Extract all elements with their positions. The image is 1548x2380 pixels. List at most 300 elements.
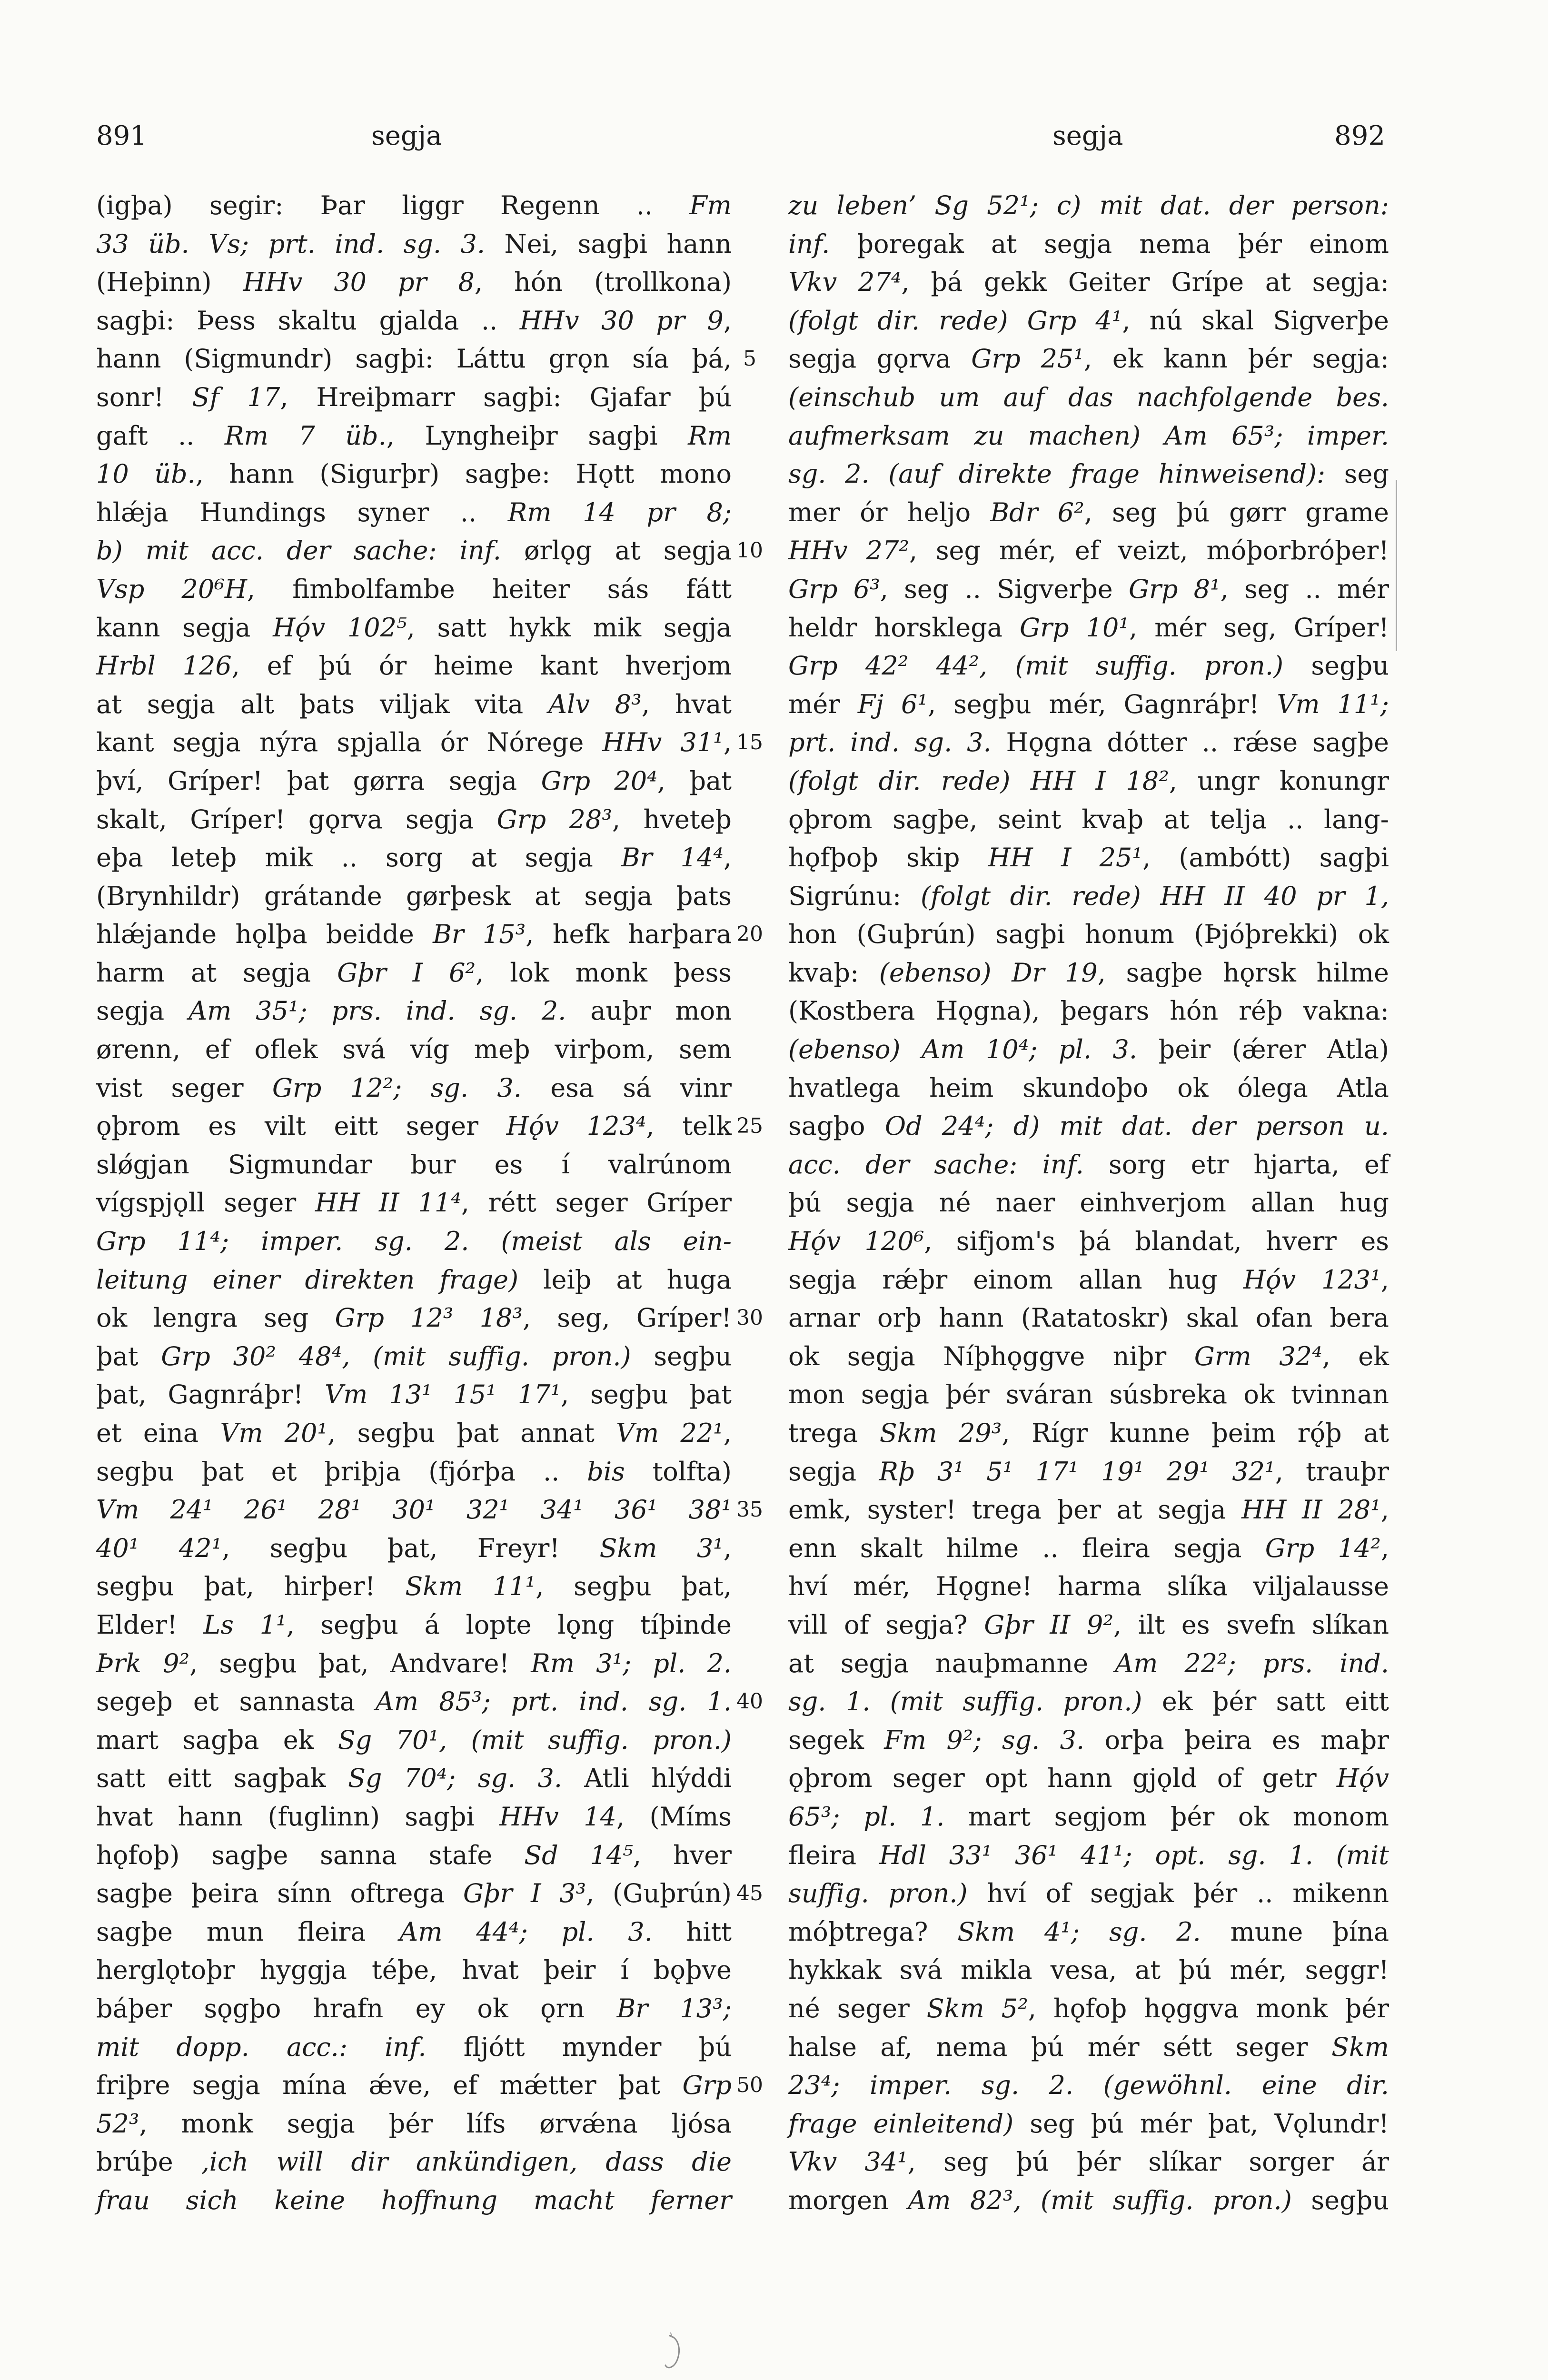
left-column-line xyxy=(96,1874,732,1913)
left-column-line xyxy=(96,1069,732,1108)
left-column-line xyxy=(96,1453,732,1491)
line-number: 35 xyxy=(736,1497,763,1522)
italic-text-run: Grp 42² 44², (mit suffig. pron.) xyxy=(788,651,1284,681)
text-run: , xyxy=(1380,1264,1389,1295)
text-run: segek xyxy=(788,1725,884,1755)
left-column-line xyxy=(96,187,732,225)
text-run: , ungr konungr xyxy=(1169,765,1389,796)
left-column-line xyxy=(96,1222,732,1261)
text-run: , hefk harþara xyxy=(526,919,732,950)
italic-text-run: Am 82³, (mit suffig. pron.) xyxy=(908,2185,1292,2215)
italic-text-run: 40¹ 42¹ xyxy=(96,1533,222,1563)
text-run: , xyxy=(1380,1495,1389,1525)
text-run: mart segjom þér ok monom xyxy=(944,1801,1389,1832)
left-column-line xyxy=(96,1951,732,1990)
text-run: harm at segja xyxy=(96,957,337,988)
text-run: , segþu þat, xyxy=(536,1571,732,1602)
line-number: 5 xyxy=(743,347,756,371)
text-run: þat xyxy=(96,1341,161,1371)
text-run: , lok monk þess xyxy=(476,957,732,988)
right-column-line xyxy=(788,1376,1389,1414)
text-run: vígspjǫll seger xyxy=(96,1188,315,1218)
text-run: Sigrúnu: xyxy=(788,881,921,911)
text-run: , seg þú gørr grame xyxy=(1084,497,1389,527)
text-run: , hǫfoþ hǫggva monk þér xyxy=(1028,1993,1389,2023)
text-run: báþer sǫgþo hrafn ey ok ǫrn xyxy=(96,1993,617,2023)
italic-text-run: Vsp 20⁶H xyxy=(96,574,247,604)
text-run: , xyxy=(723,727,732,758)
italic-text-run: Sd 14⁵ xyxy=(524,1840,633,1870)
right-column-line xyxy=(788,762,1389,801)
text-run: kvaþ: xyxy=(788,957,879,988)
left-column-line xyxy=(96,1567,732,1606)
italic-text-run: (folgt dir. rede) Grp 4¹ xyxy=(788,305,1122,336)
left-column-line xyxy=(96,1683,732,1721)
left-column-line xyxy=(96,877,732,916)
text-run: kann segja xyxy=(96,612,273,643)
right-column-line xyxy=(788,2105,1389,2143)
italic-text-run: Skm 5² xyxy=(926,1993,1028,2023)
italic-text-run: ‚ich will dir ankündigen, dass die xyxy=(201,2147,732,2177)
left-column-line xyxy=(96,801,732,839)
text-run: , segþu á lopte lǫng tíþinde xyxy=(286,1609,732,1640)
text-run: segja xyxy=(788,1456,879,1487)
right-column-line xyxy=(788,915,1389,954)
right-column-line xyxy=(788,1338,1389,1376)
text-run: hǫfþoþ skip xyxy=(788,843,988,873)
right-column-line xyxy=(788,724,1389,762)
page-number-left: 891 xyxy=(96,120,147,151)
margin-rule xyxy=(1396,480,1397,651)
left-column-line xyxy=(96,685,732,724)
text-run: , segþu þat xyxy=(561,1379,732,1410)
left-column-line xyxy=(96,1107,732,1146)
italic-text-run: (folgt dir. rede) HH I 18² xyxy=(788,765,1169,796)
right-column-line xyxy=(788,2066,1389,2105)
text-run: satt eitt sagþak xyxy=(96,1763,348,1794)
right-column-line xyxy=(788,1836,1389,1875)
text-run: heldr horsklega xyxy=(788,612,1020,643)
italic-text-run: HH II 11⁴ xyxy=(315,1188,461,1218)
right-column-line xyxy=(788,801,1389,839)
left-column-line xyxy=(96,1645,732,1683)
right-column-line xyxy=(788,2182,1389,2220)
italic-text-run: 52³ xyxy=(96,2108,139,2139)
text-run: ørenn, ef oflek svá víg meþ virþom, sem xyxy=(96,1034,732,1065)
right-column-line xyxy=(788,992,1389,1031)
text-run: , (Míms xyxy=(616,1801,732,1832)
italic-text-run: Vkv 34¹ xyxy=(788,2147,908,2177)
text-run: , segþu þat annat xyxy=(327,1418,616,1448)
right-column-line xyxy=(788,1645,1389,1683)
right-column-line xyxy=(788,570,1389,609)
text-run: , þá gekk Geiter Grípe at segja: xyxy=(901,267,1389,298)
text-run: hvatlega heim skundoþo ok ólega Atla xyxy=(788,1072,1389,1103)
left-column-line xyxy=(96,915,732,954)
text-run: (Brynhildr) grátande gørþesk at segja þats xyxy=(96,881,732,911)
text-run: at segja alt þats viljak vita xyxy=(96,689,549,719)
text-run: , hvat xyxy=(641,689,732,719)
text-run: , xyxy=(723,1533,732,1563)
italic-text-run: Am 44⁴; pl. 3. xyxy=(399,1916,653,1947)
italic-text-run: 23⁴; imper. sg. 2. (gewöhnl. eine dir. xyxy=(788,2070,1389,2101)
left-column-line xyxy=(96,225,732,264)
left-column-line xyxy=(96,954,732,992)
right-column-line xyxy=(788,1951,1389,1990)
italic-text-run: Skm 11¹ xyxy=(405,1571,536,1602)
right-column-line xyxy=(788,187,1389,225)
italic-text-run: frau sich keine hoffnung macht ferner xyxy=(96,2185,732,2215)
left-column-line xyxy=(96,1338,732,1376)
italic-text-run: Grp 28³ xyxy=(496,804,612,834)
left-column-line xyxy=(96,839,732,877)
italic-text-run: zu leben’ Sg 52¹; c) mit dat. der person: xyxy=(788,190,1389,220)
italic-text-run: Grp 10¹ xyxy=(1020,612,1129,643)
italic-text-run: 33 üb. Vs; prt. ind. sg. 3. xyxy=(96,228,486,259)
text-run: hví mér, Hǫgne! harma slíka viljalausse xyxy=(788,1571,1389,1602)
italic-text-run: Gþr I 3³ xyxy=(463,1878,586,1909)
italic-text-run: Grp 30² 48⁴, (mit suffig. pron.) xyxy=(161,1341,631,1371)
italic-text-run: inf. xyxy=(788,228,830,259)
text-run: kant segja nýra spjalla ór Nórege xyxy=(96,727,603,758)
right-column-line xyxy=(788,302,1389,340)
left-column-line xyxy=(96,1836,732,1875)
text-run: , segþu þat, Freyr! xyxy=(222,1533,600,1563)
left-column-line xyxy=(96,1261,732,1299)
text-run: orþa þeira es maþr xyxy=(1084,1725,1389,1755)
left-column-line xyxy=(96,455,732,494)
text-run: Atli hlýddi xyxy=(562,1763,732,1794)
italic-text-run: Hrbl 126 xyxy=(96,651,232,681)
text-run: at segja nauþmanne xyxy=(788,1648,1115,1678)
text-run: , þat xyxy=(657,765,732,796)
left-column-line xyxy=(96,724,732,762)
right-column-line xyxy=(788,1222,1389,1261)
right-column-line xyxy=(788,609,1389,647)
italic-text-run: HH I 25¹ xyxy=(988,843,1143,873)
text-run: , ek kann þér segja: xyxy=(1083,344,1389,374)
italic-text-run: Grp 6³ xyxy=(788,574,880,604)
text-run: , satt hykk mik segja xyxy=(407,612,732,643)
text-run: seg xyxy=(1325,459,1389,489)
right-column-line xyxy=(788,378,1389,417)
text-run: , (Guþrún) xyxy=(586,1878,732,1909)
italic-text-run: Grp 12²; sg. 3. xyxy=(272,1072,522,1103)
right-column-line xyxy=(788,1184,1389,1222)
left-column-line xyxy=(96,2028,732,2067)
text-run: mart sagþa ek xyxy=(96,1725,338,1755)
right-column-line xyxy=(788,2143,1389,2182)
text-run: (Kostbera Hǫgna), þegars hón réþ vakna: xyxy=(788,996,1389,1026)
text-run: , telk xyxy=(646,1111,732,1141)
right-column-line xyxy=(788,1107,1389,1146)
text-run: segja rǽþr einom allan hug xyxy=(788,1264,1243,1295)
italic-text-run: Rm 3¹; pl. 2. xyxy=(531,1648,732,1678)
left-column-line xyxy=(96,532,732,570)
italic-text-run: Bdr 6² xyxy=(990,497,1084,527)
text-run: gaft .. xyxy=(96,420,225,451)
left-column-line xyxy=(96,2182,732,2220)
italic-text-run: Skm 29³ xyxy=(879,1418,1002,1448)
text-run: þoregak at segja nema þér einom xyxy=(830,228,1389,259)
text-run: , seg mér, ef veizt, móþorbróþer! xyxy=(909,536,1389,566)
text-run: ǫþrom sagþe, seint kvaþ at telja .. lang- xyxy=(788,804,1389,834)
italic-text-run: acc. der sache: inf. xyxy=(788,1149,1084,1180)
left-column-line xyxy=(96,340,732,378)
italic-text-run: 65³; pl. 1. xyxy=(788,1801,945,1832)
text-run: , seg þú þér slíkar sorger ár xyxy=(907,2147,1389,2177)
left-column-line xyxy=(96,1990,732,2028)
text-run: , seg, Gríper! xyxy=(522,1303,732,1333)
right-column-line xyxy=(788,1874,1389,1913)
text-run: ok segja Níþhǫggve niþr xyxy=(788,1341,1194,1371)
left-column-line xyxy=(96,2143,732,2182)
italic-text-run: Grp 12³ 18³ xyxy=(335,1303,523,1333)
text-run: segþu þat et þriþja (fjórþa .. xyxy=(96,1456,587,1487)
text-run: sonr! xyxy=(96,382,192,412)
text-run: sagþe þeira sínn oftrega xyxy=(96,1878,463,1909)
italic-text-run: Br 13³; xyxy=(616,1993,732,2023)
italic-text-run: Rm 14 pr 8; xyxy=(507,497,732,527)
text-run: segeþ et sannasta xyxy=(96,1686,376,1717)
italic-text-run: Fj 6¹ xyxy=(857,689,928,719)
italic-text-run: Fm xyxy=(689,190,732,220)
right-column-line xyxy=(788,685,1389,724)
text-run: hon (Guþrún) sagþi honum (Þjóþrekki) ok xyxy=(788,919,1389,950)
italic-text-run: (ebenso) Am 10⁴; pl. 3. xyxy=(788,1034,1138,1065)
text-run: þú segja né naer einhverjom allan hug xyxy=(788,1188,1389,1218)
text-run: vill of segja? xyxy=(788,1609,984,1640)
text-run: , seg .. Sigverþe xyxy=(880,574,1129,604)
italic-text-run: Grp 11⁴; imper. sg. 2. (meist als ein- xyxy=(96,1226,732,1257)
text-run: segþu þat, hirþer! xyxy=(96,1571,406,1602)
text-run: mer ór heljo xyxy=(788,497,991,527)
line-number: 10 xyxy=(736,538,763,563)
text-run: morgen xyxy=(788,2185,908,2215)
italic-text-run: frage einleitend) xyxy=(788,2108,1014,2139)
text-run: , Lyngheiþr sagþi xyxy=(386,420,688,451)
text-run: (igþa) segir: Þar liggr Regenn .. xyxy=(96,190,690,220)
italic-text-run: Vm 22¹ xyxy=(616,1418,724,1448)
right-column-line xyxy=(788,417,1389,456)
page-number-right: 892 xyxy=(1334,120,1385,151)
running-head-right: segja xyxy=(1052,120,1123,151)
left-column-line xyxy=(96,378,732,417)
text-run: segja gǫrva xyxy=(788,344,972,374)
pencil-mark xyxy=(659,2330,688,2375)
text-run: , ef þú ór heime kant hverjom xyxy=(231,651,732,681)
text-run: hǫfoþ) sagþe sanna stafe xyxy=(96,1840,525,1870)
left-column-line xyxy=(96,1721,732,1760)
text-run: né seger xyxy=(788,1993,927,2023)
text-run: , Hreiþmarr sagþi: Gjafar þú xyxy=(280,382,732,412)
italic-text-run: Sf 17 xyxy=(192,382,280,412)
text-run: et eina xyxy=(96,1418,220,1448)
text-run: , hver xyxy=(633,1840,732,1870)
italic-text-run: Grm 32⁴ xyxy=(1194,1341,1322,1371)
italic-text-run: Grp 20⁴ xyxy=(541,765,657,796)
left-column-line xyxy=(96,1798,732,1836)
text-run: , seg .. mér xyxy=(1220,574,1389,604)
left-column-line xyxy=(96,647,732,685)
italic-text-run: Vm 20¹ xyxy=(220,1418,328,1448)
italic-text-run: Vm 11¹; xyxy=(1277,689,1389,719)
italic-text-run: Br 15³ xyxy=(433,919,526,950)
text-run: því, Gríper! þat gørra segja xyxy=(96,765,541,796)
italic-text-run: sg. 1. (mit suffig. pron.) xyxy=(788,1686,1142,1717)
line-number-gutter xyxy=(735,187,764,2233)
italic-text-run: HHv 31¹ xyxy=(602,727,724,758)
italic-text-run: Hdl 33¹ 36¹ 41¹; opt. sg. 1. (mit xyxy=(879,1840,1389,1870)
text-run: , fimbolfambe heiter sás fátt xyxy=(247,574,732,604)
italic-text-run: HHv 30 pr 9 xyxy=(519,305,724,336)
right-column-line xyxy=(788,1453,1389,1491)
text-run: mune þína xyxy=(1201,1916,1389,1947)
italic-text-run: Am 85³; prt. ind. sg. 1. xyxy=(375,1686,732,1717)
text-run: friþre segja mína ǽve, ef mǽtter þat xyxy=(96,2070,683,2101)
left-column-line xyxy=(96,570,732,609)
italic-text-run: Hǫ́v xyxy=(1336,1763,1389,1794)
right-column-line xyxy=(788,340,1389,378)
left-column-line xyxy=(96,1146,732,1184)
italic-text-run: Rþ 3¹ 5¹ 17¹ 19¹ 29¹ 32¹ xyxy=(879,1456,1275,1487)
text-run: , ek xyxy=(1322,1341,1389,1371)
italic-text-run: Sg 70¹, (mit suffig. pron.) xyxy=(337,1725,732,1755)
right-column-line xyxy=(788,1491,1389,1529)
text-run: mon segja þér sváran súsbreka ok tvinnan xyxy=(788,1379,1389,1410)
right-column-line xyxy=(788,839,1389,877)
italic-text-run: HHv 14 xyxy=(499,1801,616,1832)
text-run: hann (Sigmundr) sagþi: Láttu grǫn sía þá, xyxy=(96,344,732,374)
text-run: sorg etr hjarta, ef xyxy=(1083,1149,1389,1180)
text-run: , hón (trollkona) xyxy=(474,267,732,298)
italic-text-run: b) mit acc. der sache: inf. xyxy=(96,536,501,566)
italic-text-run: Grp 8¹ xyxy=(1128,574,1221,604)
text-run: , xyxy=(723,305,732,336)
text-run: ǫþrom es vilt eitt seger xyxy=(96,1111,506,1141)
left-column-line xyxy=(96,1184,732,1222)
italic-text-run: HHv 27² xyxy=(788,536,909,566)
italic-text-run: HHv 30 pr 8 xyxy=(243,267,475,298)
left-column-line xyxy=(96,417,732,456)
left-column-line xyxy=(96,762,732,801)
text-run: slǿgjan Sigmundar bur es í valrúnom xyxy=(96,1149,732,1180)
text-run: (Heþinn) xyxy=(96,267,243,298)
text-run: sagþi: Þess skaltu gjalda .. xyxy=(96,305,520,336)
right-column-line xyxy=(788,1913,1389,1952)
line-number: 30 xyxy=(736,1306,763,1330)
text-run: , rétt seger Gríper xyxy=(461,1188,732,1218)
left-column-line xyxy=(96,1414,732,1453)
left-column-line xyxy=(96,1299,732,1338)
text-run: , hann (Sigurþr) sagþe: Hǫtt mono xyxy=(195,459,732,489)
text-run: enn skalt hilme .. fleira segja xyxy=(788,1533,1265,1563)
text-run: ǫþrom seger opt hann gjǫld of getr xyxy=(788,1763,1337,1794)
text-run: , nú skal Sigverþe xyxy=(1122,305,1389,336)
left-column-line xyxy=(96,2066,732,2105)
italic-text-run: Hǫ́v 102⁵ xyxy=(273,612,407,643)
italic-text-run: aufmerksam zu machen) Am 65³; imper. xyxy=(788,420,1389,451)
text-run: Elder! xyxy=(96,1609,204,1640)
right-column-line xyxy=(788,1069,1389,1108)
text-run: , ilt es svefn slíkan xyxy=(1113,1609,1389,1640)
left-column-line xyxy=(96,992,732,1031)
right-column-line xyxy=(788,532,1389,570)
left-column-line xyxy=(96,1376,732,1414)
italic-text-run: 10 üb. xyxy=(96,459,196,489)
text-run: segþu xyxy=(1283,651,1389,681)
text-run: hlǽjande hǫlþa beidde xyxy=(96,919,433,950)
text-run: Nei, sagþi hann xyxy=(485,228,732,259)
italic-text-run: mit dopp. acc.: inf. xyxy=(96,2032,427,2062)
right-column-line xyxy=(788,1529,1389,1568)
italic-text-run: Od 24⁴; d) mit dat. der person u. xyxy=(884,1111,1389,1141)
text-run: , Rígr kunne þeim rǫ́þ at xyxy=(1002,1418,1389,1448)
text-run: halse af, nema þú mér sétt seger xyxy=(788,2032,1332,2062)
right-column-line xyxy=(788,1414,1389,1453)
text-run: , xyxy=(1380,1533,1389,1563)
italic-text-run: Rm 7 üb. xyxy=(224,420,387,451)
line-number: 25 xyxy=(736,1114,763,1139)
text-run: , trauþr xyxy=(1275,1456,1389,1487)
text-run: fleira xyxy=(788,1840,880,1870)
left-column-line xyxy=(96,2105,732,2143)
text-run: seg þú mér þat, Vǫlundr! xyxy=(1013,2108,1389,2139)
right-column-line xyxy=(788,954,1389,992)
text-run: , xyxy=(723,1418,732,1448)
right-column-line xyxy=(788,2028,1389,2067)
text-run: skalt, Gríper! gǫrva segja xyxy=(96,804,497,834)
left-column-line xyxy=(96,1759,732,1798)
text-run: fljótt mynder þú xyxy=(426,2032,732,2062)
text-run: ørlǫg at segja xyxy=(501,536,732,566)
left-column-line xyxy=(96,1606,732,1645)
line-number: 40 xyxy=(736,1689,763,1714)
line-number: 20 xyxy=(736,922,763,947)
right-column-line xyxy=(788,1721,1389,1760)
right-column-line xyxy=(788,1146,1389,1184)
italic-text-run: bis xyxy=(587,1456,625,1487)
italic-text-run: Skm 3¹ xyxy=(599,1533,724,1563)
text-run: þat, Gagnráþr! xyxy=(96,1379,325,1410)
text-run: eþa leteþ mik .. sorg at segja xyxy=(96,843,621,873)
right-column-line xyxy=(788,1759,1389,1798)
italic-text-run: Br 14⁴ xyxy=(621,843,724,873)
text-run: esa sá vinr xyxy=(521,1072,732,1103)
left-column-line xyxy=(96,494,732,532)
italic-text-run: Fm 9²; sg. 3. xyxy=(884,1725,1085,1755)
text-run: Hǫgna dótter .. rǽse sagþe xyxy=(991,727,1389,758)
italic-text-run: leitung einer direkten frage) xyxy=(96,1264,519,1295)
right-column-line xyxy=(788,1567,1389,1606)
text-run: auþr mon xyxy=(566,996,732,1026)
right-column-line xyxy=(788,494,1389,532)
right-column-line xyxy=(788,647,1389,685)
italic-text-run: Vm 13¹ 15¹ 17¹ xyxy=(325,1379,561,1410)
italic-text-run: (ebenso) Dr 19 xyxy=(879,957,1098,988)
text-run: vist seger xyxy=(96,1072,272,1103)
italic-text-run: Sg 70⁴; sg. 3. xyxy=(347,1763,563,1794)
right-column-line xyxy=(788,225,1389,264)
right-column-line xyxy=(788,877,1389,916)
left-column-line xyxy=(96,1491,732,1529)
text-run: trega xyxy=(788,1418,880,1448)
left-column-line xyxy=(96,1913,732,1952)
italic-text-run: Alv 8³ xyxy=(548,689,642,719)
text-run: ok lengra seg xyxy=(96,1303,335,1333)
italic-text-run: Gþr II 9² xyxy=(984,1609,1113,1640)
italic-text-run: Skm 4¹; sg. 2. xyxy=(957,1916,1201,1947)
